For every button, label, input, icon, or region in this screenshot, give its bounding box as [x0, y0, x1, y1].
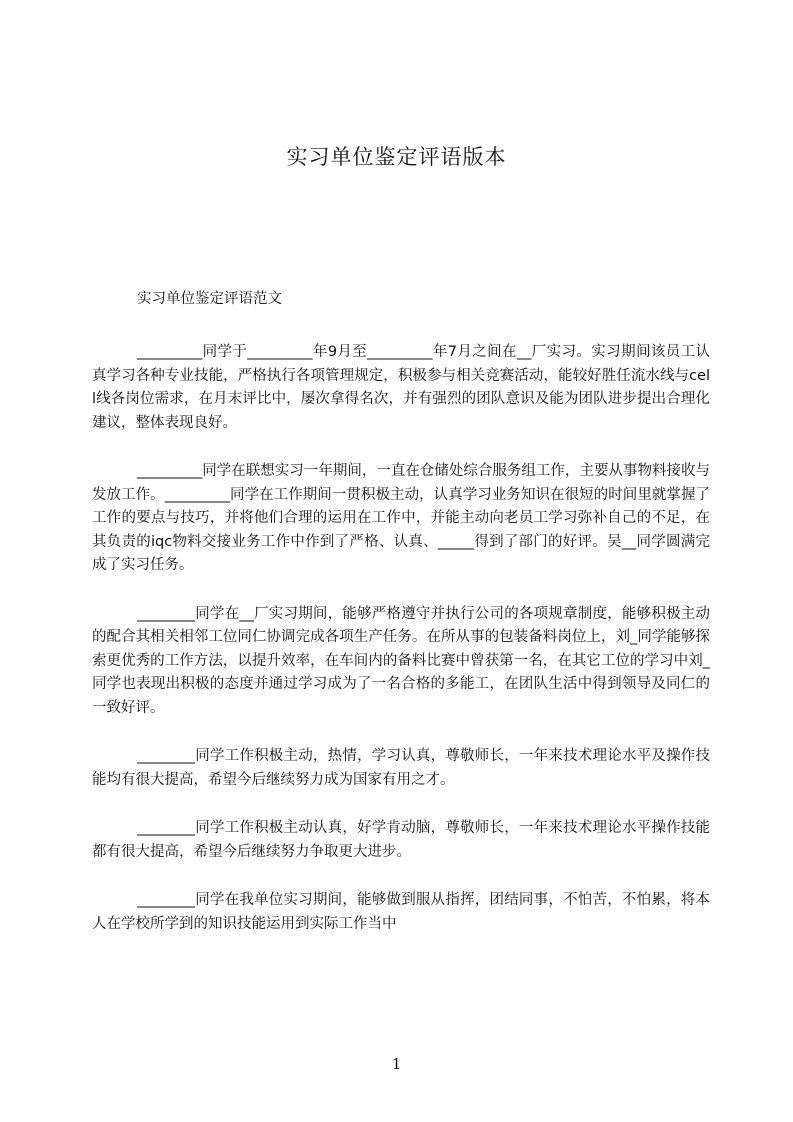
document-subtitle: 实习单位鉴定评语范文 [137, 291, 282, 307]
body-paragraph: _________同学于_________年9月至_________年7月之间在__厂实习。实习期间该员工认真学习各种专业技能，严格执行各项管理规定，积极参与相关竞赛活动，能较好胜任流水线与cell线各岗位需求，在月末评比中，屡次拿得名次，并有强烈的团队意识及能为团队进步提出合理化建议，整体表现良好。 [92, 344, 710, 431]
body-paragraph: ________同学工作积极主动，热情，学习认真，尊敬师长，一年来技术理论水平及操作技能均有很大提高，希望今后继续努力成为国家有用之才。 [92, 748, 710, 788]
body-paragraph: ________同学在我单位实习期间，能够做到服从指挥，团结同事，不怕苦，不怕累，将本人在学校所学到的知识技能运用到实际工作当中 [92, 892, 710, 932]
body-paragraph: ________同学工作积极主动认真，好学肯动脑，尊敬师长，一年来技术理论水平操作技能都有很大提高，希望今后继续努力争取更大进步。 [92, 820, 710, 860]
document-body [92, 341, 710, 961]
document-title: 实习单位鉴定评语版本 [286, 145, 507, 169]
body-paragraph: ________同学在__厂实习期间，能够严格遵守并执行公司的各项规章制度，能够积极主动的配合其相关相邻工位同仁协调完成各项生产任务。在所从事的包装备料岗位上，刘_同学能够探索更优秀的工作方法，以提升效率，在车间内的备料比赛中曾获第一名，在其它工位的学习中刘_同学也表现出积极的态度并通过学习成为了一名合格的多能工，在团队生活中得到领导及同仁的一致好评。 [92, 605, 710, 716]
body-paragraph: _________同学在联想实习一年期间，一直在仓储处综合服务组工作，主要从事物料接收与发放工作。_________同学在工作期间一贯积极主动，认真学习业务知识在很短的时间里就掌握了工作的要点与技巧，并将他们合理的运用在工作中，并能主动向老员工学习弥补自己的不足，在其负责的iqc物料交接业务工作中作到了严格、认真、_____得到了部门的好评。吴__同学圆满完成了实习任务。 [92, 463, 710, 573]
page-number: 1 [391, 1055, 402, 1073]
